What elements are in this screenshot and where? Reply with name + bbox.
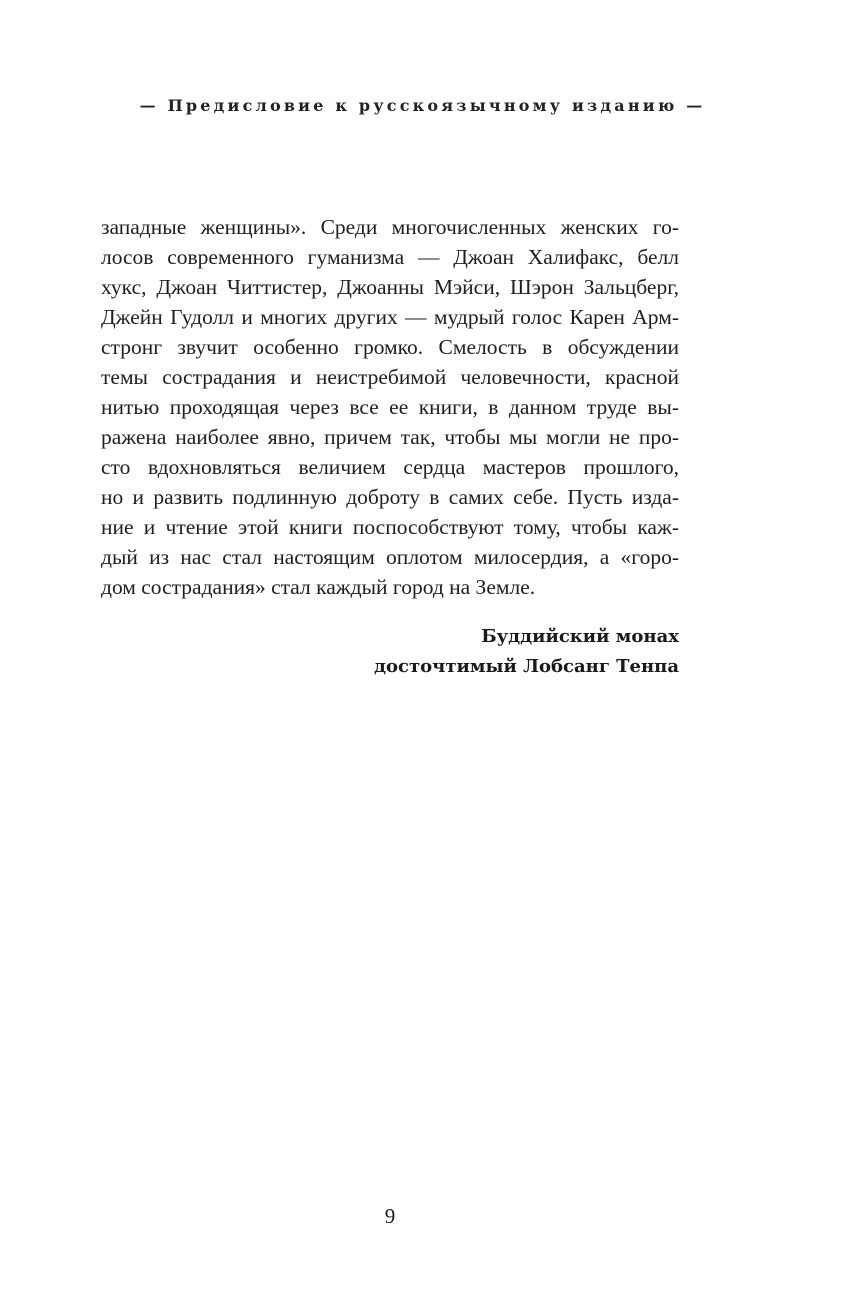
paragraph-line: Джейн Гудолл и многих других — мудрый голос Карен Арм- — [101, 305, 679, 329]
paragraph-line: стронг звучит особенно громко. Смелость в обсуждении — [101, 335, 679, 359]
signature-title: Буддийский монах — [481, 626, 679, 647]
body-paragraph — [101, 212, 679, 602]
signature-name: досточтимый Лобсанг Тенпа — [374, 656, 679, 677]
paragraph-line: но и развить подлинную доброту в самих себе. Пусть изда- — [101, 485, 679, 509]
paragraph-line: нитью проходящая через все ее книги, в данном труде вы- — [101, 395, 679, 419]
paragraph-line: дый из нас стал настоящим оплотом милосердия, а «горо- — [101, 545, 679, 569]
author-signature — [374, 622, 679, 682]
page-number: 9 — [384, 1204, 396, 1228]
paragraph-line: лосов современного гуманизма — Джоан Халифакс, белл — [101, 245, 679, 269]
paragraph-line: ние и чтение этой книги поспособствуют тому, чтобы каж- — [101, 515, 679, 539]
paragraph-line: западные женщины». Среди многочисленных женских го- — [101, 215, 679, 239]
paragraph-line: дом сострадания» стал каждый город на Земле. — [101, 575, 536, 599]
paragraph-line: темы сострадания и неистребимой человечности, красной — [101, 365, 679, 389]
running-header: — Предисловие к русскоязычному изданию — — [139, 96, 706, 115]
paragraph-line: хукс, Джоан Читтистер, Джоанны Мэйси, Шэрон Зальцберг, — [101, 275, 679, 299]
paragraph-line: сто вдохновляться величием сердца мастеров прошлого, — [101, 455, 679, 479]
paragraph-line: ражена наиболее явно, причем так, чтобы мы могли не про- — [101, 425, 679, 449]
